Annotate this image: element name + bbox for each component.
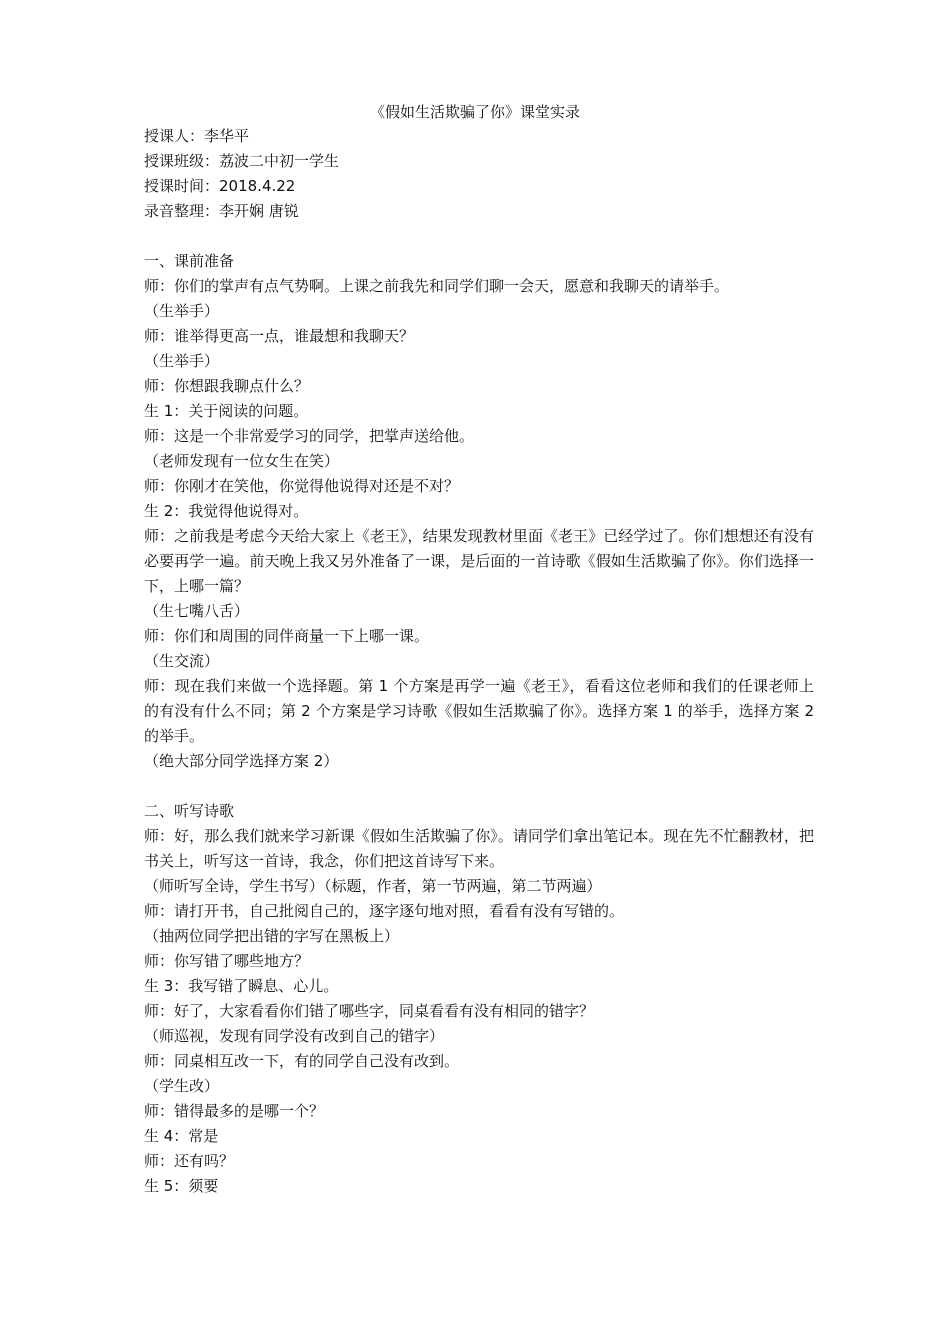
transcript-line: （生七嘴八舌）: [144, 602, 250, 620]
transcript-line: 师：好了，大家看看你们错了哪些字，同桌看看有没有相同的错字？: [144, 1002, 595, 1020]
transcript-line: 师：现在我们来做一个选择题。第 1 个方案是再学一遍《老王》，看看这位老师和我们的任课老师上的有没有什么不同；第 2 个方案是学习诗歌《假如生活欺骗了你》。选择方案 1 的举手，选择方案 2 的举手。: [144, 677, 814, 745]
transcript-line: 师：这是一个非常爱学习的同学，把掌声送给他。: [144, 427, 475, 445]
transcript-line: （绝大部分同学选择方案 2）: [144, 752, 339, 770]
blank-line: [144, 774, 814, 799]
transcript-line: （生交流）: [144, 652, 220, 670]
transcript-line: 师：还有吗？: [144, 1152, 235, 1170]
section-heading: 二、听写诗歌: [144, 802, 235, 820]
transcript-line: （抽两位同学把出错的字写在黑板上）: [144, 927, 400, 945]
transcript-line: 师：请打开书，自己批阅自己的，逐字逐句地对照，看看有没有写错的。: [144, 902, 625, 920]
transcript-line: （老师发现有一位女生在笑）: [144, 452, 340, 470]
transcript-line: （师听写全诗，学生书写）（标题，作者，第一节两遍，第二节两遍）: [144, 877, 602, 895]
transcript-line: 师：谁举得更高一点，谁最想和我聊天？: [144, 327, 415, 345]
transcript-line: 师：错得最多的是哪一个？: [144, 1102, 325, 1120]
meta-teacher: 授课人：李华平: [144, 127, 250, 145]
transcript-line: 师：你想跟我聊点什么？: [144, 377, 310, 395]
meta-time: 授课时间：2018.4.22: [144, 177, 296, 195]
blank-line: [144, 224, 814, 249]
transcript-line: 生 2：我觉得他说得对。: [144, 502, 309, 520]
transcript-line: （学生改）: [144, 1077, 220, 1095]
transcript-line: 师：你们和周围的同伴商量一下上哪一课。: [144, 627, 430, 645]
transcript-line: 师：你写错了哪些地方？: [144, 952, 310, 970]
meta-recorder: 录音整理：李开娴 唐锐: [144, 202, 299, 220]
section-heading: 一、课前准备: [144, 252, 235, 270]
document-title: 《假如生活欺骗了你》课堂实录: [369, 103, 580, 121]
transcript-line: 师：之前我是考虑今天给大家上《老王》，结果发现教材里面《老王》已经学过了。你们想想还有没有必要再学一遍。前天晚上我又另外准备了一课，是后面的一首诗歌《假如生活欺骗了你》。你们选择一下，上哪一篇？: [144, 527, 814, 595]
transcript-line: 生 1：关于阅读的问题。: [144, 402, 309, 420]
transcript-line: 生 5：须要: [144, 1177, 219, 1195]
transcript-line: （生举手）: [144, 352, 220, 370]
transcript-line: 生 3：我写错了瞬息、心儿。: [144, 977, 339, 995]
transcript-line: （生举手）: [144, 302, 220, 320]
transcript-line: 生 4：常是: [144, 1127, 219, 1145]
transcript-line: 师：你们的掌声有点气势啊。上课之前我先和同学们聊一会天，愿意和我聊天的请举手。: [144, 277, 730, 295]
transcript-line: 师：好，那么我们就来学习新课《假如生活欺骗了你》。请同学们拿出笔记本。现在先不忙翻教材，把书关上，听写这一首诗，我念，你们把这首诗写下来。: [144, 827, 814, 870]
transcript-line: 师：你刚才在笑他，你觉得他说得对还是不对？: [144, 477, 460, 495]
document-body: [144, 124, 814, 1199]
meta-class: 授课班级：荔波二中初一学生: [144, 152, 340, 170]
transcript-line: （师巡视，发现有同学没有改到自己的错字）: [144, 1027, 445, 1045]
transcript-line: 师：同桌相互改一下，有的同学自己没有改到。: [144, 1052, 460, 1070]
